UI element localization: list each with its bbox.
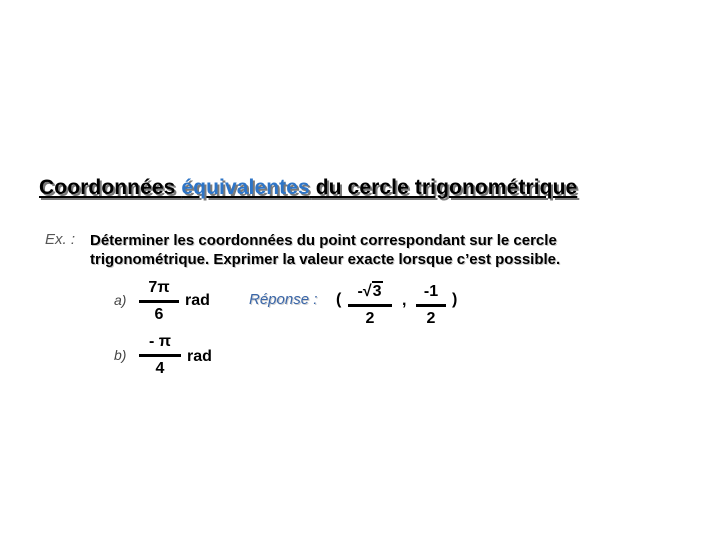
minus-sign: - [357, 283, 363, 300]
open-paren: ( [336, 291, 342, 308]
denominator: 6 [154, 306, 164, 323]
page-title [39, 176, 577, 200]
item-b-label: b) [114, 347, 127, 363]
fraction-bar [416, 304, 446, 307]
denominator: 2 [365, 310, 375, 327]
numerator: -1 [423, 283, 439, 300]
title-highlight: équivalentes [181, 176, 310, 199]
radicand: 3 [372, 283, 382, 300]
item-b-fraction [139, 333, 181, 378]
sqrt-icon: √ [362, 283, 372, 300]
numerator: - π [148, 333, 172, 350]
instruction-line-1: Déterminer les coordonnées du point correspondant sur le cercle [90, 232, 557, 249]
numerator [348, 283, 392, 301]
denominator: 4 [155, 360, 165, 377]
exercise-instruction [90, 231, 560, 269]
fraction-bar [139, 354, 181, 357]
answer-label: Réponse : [249, 291, 318, 308]
item-a-label: a) [114, 292, 127, 308]
comma: , [402, 292, 407, 309]
title-text-end: du cercle trigonométrique [309, 176, 578, 199]
close-paren: ) [452, 291, 458, 308]
fraction-bar [348, 304, 392, 307]
answer-x-fraction [348, 283, 392, 328]
title-text: Coordonnées [39, 176, 182, 199]
fraction-bar [139, 300, 179, 303]
item-a-fraction [139, 279, 179, 324]
numerator: 7π [148, 279, 170, 296]
answer-y-fraction [416, 283, 446, 328]
denominator: 2 [426, 310, 436, 327]
instruction-line-2: trigonométrique. Exprimer la valeur exacte lorsque c’est possible. [90, 251, 561, 268]
exercise-label: Ex. : [45, 231, 76, 248]
item-b-unit: rad [187, 348, 212, 365]
item-a-unit: rad [185, 292, 210, 309]
